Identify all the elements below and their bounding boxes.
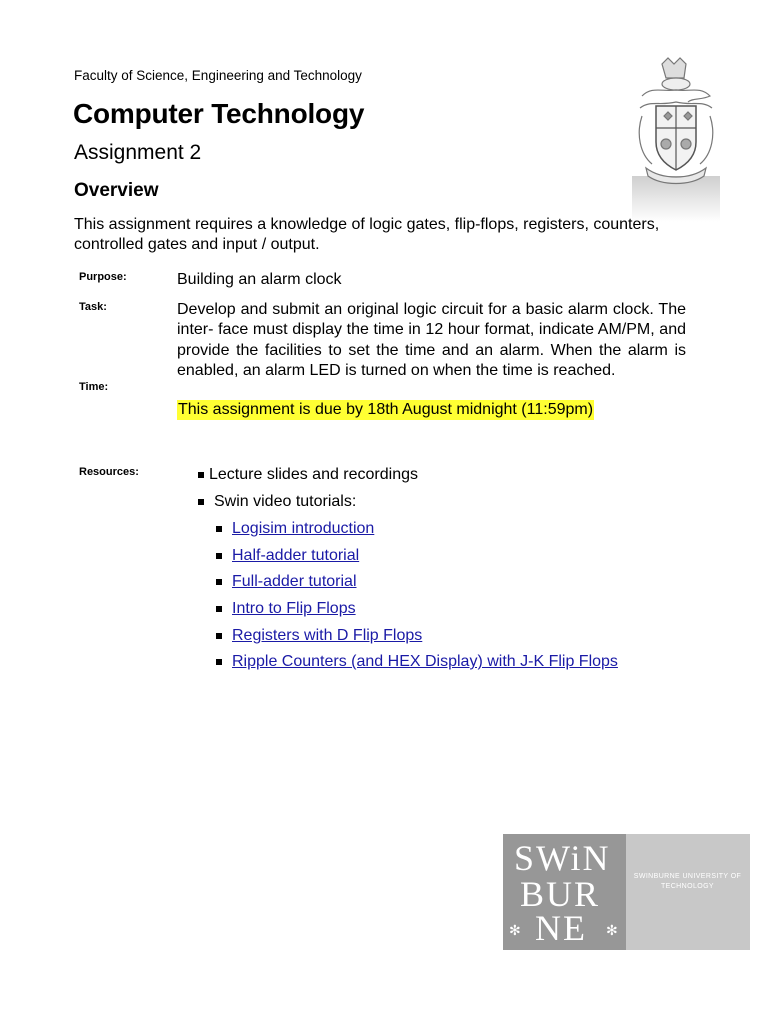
due-date-highlight: This assignment is due by 18th August midnight (11:59pm)	[178, 401, 594, 418]
link-intro-flip-flops[interactable]: Intro to Flip Flops	[232, 600, 356, 617]
time-label: Time:	[79, 381, 109, 393]
resource-link-item	[216, 653, 618, 671]
resource-link-item	[216, 627, 422, 645]
resource-link-item	[216, 573, 357, 591]
faculty-name: Faculty of Science, Engineering and Technology	[74, 68, 362, 83]
resource-item-videos	[198, 493, 356, 511]
logo-line-2: BUR	[520, 874, 601, 914]
resource-item-lecture	[198, 466, 418, 484]
logo-wordmark-panel	[503, 834, 626, 950]
link-registers-d-flip-flops[interactable]: Registers with D Flip Flops	[232, 627, 423, 644]
resource-item-label: Lecture slides and recordings	[209, 466, 419, 483]
logo-tagline: SWINBURNE UNIVERSITY OF TECHNOLOGY	[633, 873, 742, 890]
bullet-icon	[198, 499, 204, 505]
purpose-value: Building an alarm clock	[177, 271, 342, 288]
bullet-icon	[216, 579, 222, 585]
document-subtitle: Assignment 2	[74, 141, 202, 164]
resources-label: Resources:	[79, 466, 139, 478]
logo-star-icon: ✻	[509, 922, 521, 938]
resource-link-item	[216, 547, 359, 565]
resource-item-label: Swin video tutorials:	[214, 493, 357, 510]
link-full-adder-tutorial[interactable]: Full-adder tutorial	[232, 573, 357, 590]
task-label: Task:	[79, 301, 107, 313]
bullet-icon	[216, 659, 222, 665]
overview-paragraph: This assignment requires a knowledge of logic gates, flip-flops, registers, counters, controlled gates and input / output.	[74, 216, 660, 253]
link-logisim-introduction[interactable]: Logisim introduction	[232, 520, 375, 537]
university-crest-icon	[632, 56, 720, 222]
document-title: Computer Technology	[73, 98, 365, 129]
resource-link-item	[216, 520, 374, 538]
logo-line-3: NE	[535, 908, 587, 948]
logo-star-icon: ✻	[606, 922, 618, 938]
bullet-icon	[216, 553, 222, 559]
bullet-icon	[216, 606, 222, 612]
link-ripple-counters[interactable]: Ripple Counters (and HEX Display) with J-K Flip Flops	[232, 653, 618, 670]
link-half-adder-tutorial[interactable]: Half-adder tutorial	[232, 547, 360, 564]
purpose-label: Purpose:	[79, 271, 127, 283]
logo-line-1: SWiN	[514, 838, 611, 878]
resource-link-item	[216, 600, 356, 618]
bullet-icon	[198, 472, 204, 478]
task-description: Develop and submit an original logic circuit for a basic alarm clock. The inter- face must display the time in 12 hour format, indicate AM/PM, and provide the facilities to set the time and an alarm. When the alarm is enabled, an alarm LED is turned on when the time is reached.	[177, 301, 686, 380]
bullet-icon	[216, 526, 222, 532]
bullet-icon	[216, 633, 222, 639]
overview-heading: Overview	[74, 180, 159, 201]
